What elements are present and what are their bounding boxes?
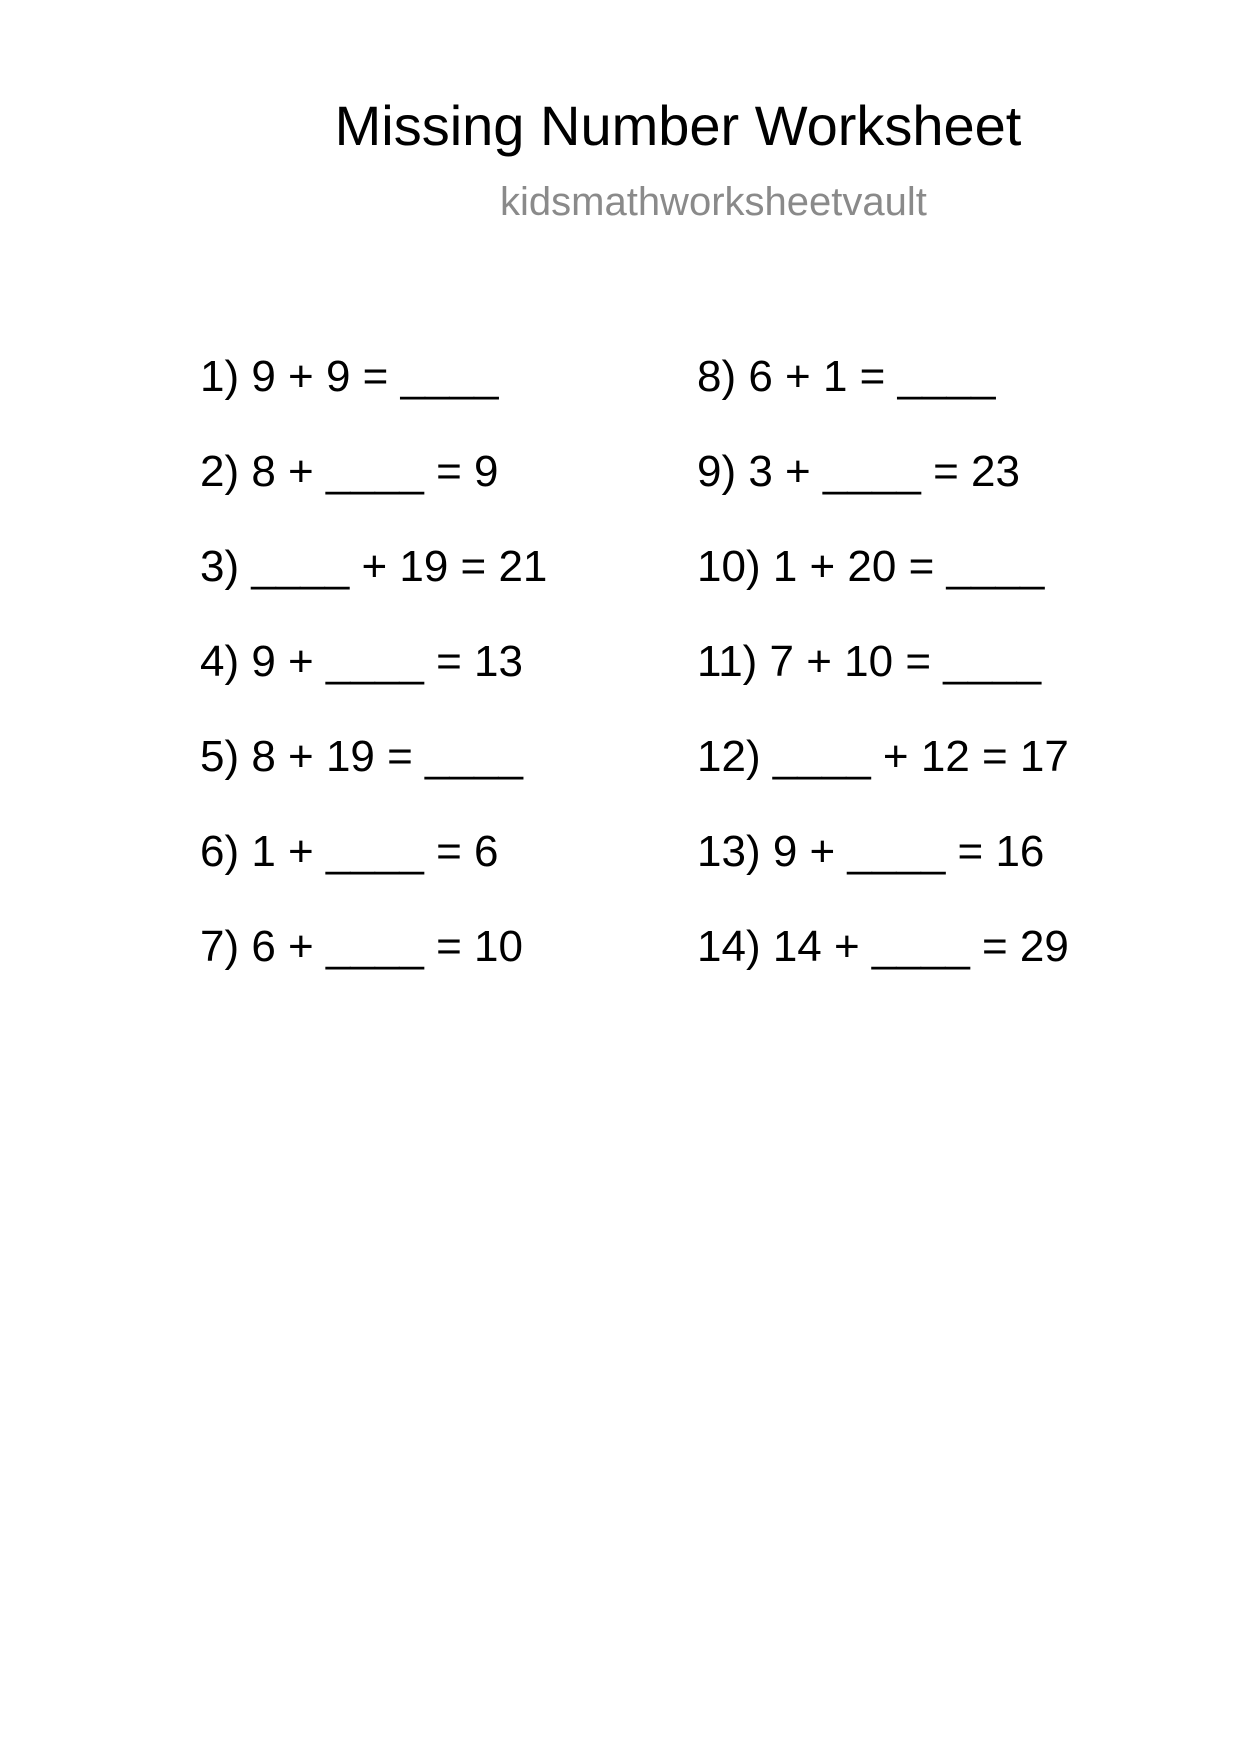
problem-item: 2) 8 + ____ = 9	[200, 447, 499, 496]
worksheet-source: kidsmathworksheetvault	[500, 180, 927, 224]
problem-item: 13) 9 + ____ = 16	[697, 827, 1045, 876]
problem-item: 4) 9 + ____ = 13	[200, 637, 523, 686]
worksheet-title: Missing Number Worksheet	[334, 94, 1022, 157]
problem-item: 7) 6 + ____ = 10	[200, 922, 523, 971]
problem-column-right	[697, 352, 1069, 1017]
problem-column-left	[200, 352, 547, 1017]
problem-item: 1) 9 + 9 = ____	[200, 352, 499, 401]
problem-item: 14) 14 + ____ = 29	[697, 922, 1069, 971]
problem-item: 8) 6 + 1 = ____	[697, 352, 996, 401]
problem-item: 11) 7 + 10 = ____	[697, 637, 1042, 686]
problem-item: 12) ____ + 12 = 17	[697, 732, 1069, 781]
problem-item: 9) 3 + ____ = 23	[697, 447, 1020, 496]
problem-item: 6) 1 + ____ = 6	[200, 827, 499, 876]
problem-item: 5) 8 + 19 = ____	[200, 732, 523, 781]
problem-item: 3) ____ + 19 = 21	[200, 542, 548, 591]
problem-item: 10) 1 + 20 = ____	[697, 542, 1045, 591]
